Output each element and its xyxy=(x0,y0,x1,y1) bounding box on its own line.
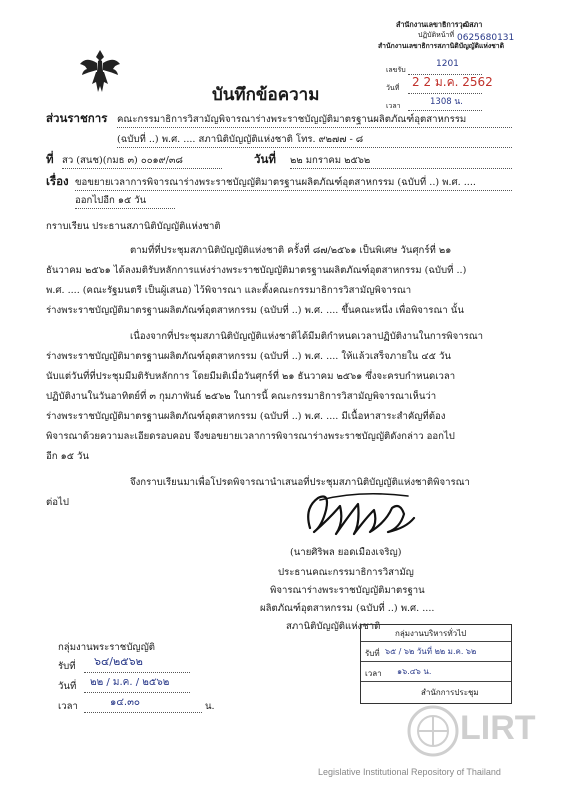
right-stamp-rule-2 xyxy=(361,661,511,662)
left-stamp-recv-label: รับที่ xyxy=(58,661,76,672)
receiving-stamp-org3: สำนักงานเลขาธิการสภานิติบัญญัติแห่งชาติ xyxy=(378,42,505,50)
right-stamp-group: กลุ่มงานบริหารทั่วไป xyxy=(395,629,467,638)
paragraph1-line: ร่างพระราชบัญญัติมาตรฐานผลิตภัณฑ์อุตสาหกรรม (ฉบับที่ ..) พ.ศ. .... ขึ้นคณะหนึ่ง เพื่อพิจารณา นั้น xyxy=(46,305,464,316)
paragraph3-line: จึงกราบเรียนมาเพื่อโปรดพิจารณานำเสนอที่ประชุมสภานิติบัญญัติแห่งชาติพิจารณา xyxy=(130,477,470,488)
agency-line1: คณะกรรมาธิการวิสามัญพิจารณาร่างพระราชบัญญัติมาตรฐานผลิตภัณฑ์อุตสาหกรรม xyxy=(117,114,467,125)
left-stamp-time-suffix: น. xyxy=(205,701,215,712)
garuda-emblem xyxy=(78,48,122,94)
left-stamp-date-rule xyxy=(84,692,190,693)
date-label: วันที่ xyxy=(254,152,276,166)
subject-line2: ออกไปอีก ๑๕ วัน xyxy=(75,195,147,206)
lirt-watermark-acronym: LIRT xyxy=(460,709,536,747)
receiving-stamp xyxy=(362,18,532,114)
right-stamp-rule-1 xyxy=(361,641,511,642)
salutation: กราบเรียน ประธานสภานิติบัญญัติแห่งชาติ xyxy=(46,221,221,232)
paragraph1-line: พ.ศ. .... (คณะรัฐมนตรี เป็นผู้เสนอ) ไว้พิจารณา และตั้งคณะกรรมาธิการวิสามัญพิจารณา xyxy=(46,285,412,296)
receiving-stamp-date-label: วันที่ xyxy=(386,84,400,92)
left-stamp-time-rule xyxy=(84,712,202,713)
paragraph2-line: อีก ๑๕ วัน xyxy=(46,451,89,462)
right-stamp xyxy=(360,624,512,704)
right-stamp-time-value: ๑๖.๔๖ น. xyxy=(397,667,432,676)
right-stamp-office: สำนักการประชุม xyxy=(421,688,479,697)
date-value: ๒๒ มกราคม ๒๕๖๒ xyxy=(290,155,371,166)
paragraph2-line: ปฏิบัติงานในวันอาทิตย์ที่ ๓ กุมภาพันธ์ ๒๕๖๒ ในการนี้ คณะกรรมาธิการวิสามัญพิจารณาเห็นว่า xyxy=(46,391,437,402)
subject-line1: ขอขยายเวลาการพิจารณาร่างพระราชบัญญัติมาตรฐานผลิตภัณฑ์อุตสาหกรรม (ฉบับที่ ..) พ.ศ. .... xyxy=(75,177,476,188)
receiving-stamp-phone: 0625680131 xyxy=(457,33,515,43)
receiving-stamp-org2: ปฏิบัติหน้าที่ xyxy=(418,31,455,39)
left-stamp-time-value: ๑๔.๓๐ xyxy=(110,697,141,708)
right-stamp-recv-label: รับที่ xyxy=(365,649,380,658)
handwritten-signature xyxy=(300,488,420,542)
paragraph2-line: นับแต่วันที่ที่ประชุมมีมติรับหลักการ โดยมีมติเมื่อวันศุกร์ที่ ๒๑ ธันวาคม ๒๕๖๑ ซึ่งจะครบกำหนดเวลา xyxy=(46,371,456,382)
paragraph1-line: ธันวาคม ๒๕๖๑ ได้ลงมติรับหลักการแห่งร่างพระราชบัญญัติมาตรฐานผลิตภัณฑ์อุตสาหกรรม (ฉบับที่ ..) xyxy=(46,265,467,276)
agency-label: ส่วนราชการ xyxy=(46,111,108,125)
lirt-watermark-logo xyxy=(400,698,550,770)
ref-rule xyxy=(62,168,222,169)
lirt-watermark-caption: Legislative Institutional Repository of Thailand xyxy=(318,767,501,777)
agency-line2: (ฉบับที่ ..) พ.ศ. .... สภานิติบัญญัติแห่งชาติ โทร. ๙๒๗๗ - ๘ xyxy=(117,134,364,145)
ref-label: ที่ xyxy=(46,152,54,166)
signatory-title: พิจารณาร่างพระราชบัญญัติมาตรฐาน xyxy=(270,585,425,596)
left-stamp-recv-rule xyxy=(84,672,190,673)
subject-line1-rule xyxy=(75,190,512,191)
left-stamp-date-label: วันที่ xyxy=(58,681,77,692)
receiving-stamp-org: สำนักงานเลขาธิการวุฒิสภา xyxy=(396,20,483,29)
signatory-title: ประธานคณะกรรมาธิการวิสามัญ xyxy=(278,567,414,578)
receiving-stamp-time-line xyxy=(408,110,482,111)
subject-label: เรื่อง xyxy=(46,174,69,188)
paragraph1-line: ตามที่ที่ประชุมสภานิติบัญญัติแห่งชาติ ครั้งที่ ๘๗/๒๕๖๑ เป็นพิเศษ วันศุกร์ที่ ๒๑ xyxy=(130,245,452,256)
agency-line1-rule xyxy=(117,127,512,128)
ref-value: สว (สนช)(กมธ ๓) ๐๐๑๙/๓๘ xyxy=(62,155,183,166)
memo-title: บันทึกข้อความ xyxy=(212,85,320,105)
paragraph2-line: ร่างพระราชบัญญัติมาตรฐานผลิตภัณฑ์อุตสาหกรรม (ฉบับที่ ..) พ.ศ. .... ให้แล้วเสร็จภายใน ๔๕ วัน xyxy=(46,351,451,362)
left-stamp-recv-value: ๖๔/๒๕๖๒ xyxy=(94,655,143,668)
paragraph2-line: เนื่องจากที่ประชุมสภานิติบัญญัติแห่งชาติได้มีมติกำหนดเวลาปฏิบัติงานในการพิจารณา xyxy=(130,331,484,342)
paragraph2-line: ร่างพระราชบัญญัติมาตรฐานผลิตภัณฑ์อุตสาหกรรม (ฉบับที่ ..) พ.ศ. .... มีเนื้อหาสาระสำคัญที่ต้อง xyxy=(46,411,446,422)
subject-line2-rule xyxy=(75,208,175,209)
date-rule xyxy=(290,168,512,169)
left-stamp-time-label: เวลา xyxy=(58,701,78,712)
right-stamp-recv-value: ๖๕ / ๖๒ วันที่ ๒๒ ม.ค. ๖๒ xyxy=(385,647,477,656)
paragraph3-line: ต่อไป xyxy=(46,497,69,508)
receiving-stamp-recv-label: เลขรับ xyxy=(386,66,406,74)
left-stamp-group: กลุ่มงานพระราชบัญญัติ xyxy=(58,642,155,653)
signatory-name: (นายศิริพล ยอดเมืองเจริญ) xyxy=(290,547,402,558)
receiving-stamp-time-value: 1308 น. xyxy=(430,97,463,107)
right-stamp-rule-3 xyxy=(361,681,511,682)
receiving-stamp-date-line xyxy=(408,93,482,94)
receiving-stamp-time-label: เวลา xyxy=(386,102,401,110)
signatory-title: ผลิตภัณฑ์อุตสาหกรรม (ฉบับที่ ..) พ.ศ. .... xyxy=(260,603,435,614)
agency-line2-rule xyxy=(117,147,512,148)
right-stamp-time-label: เวลา xyxy=(365,669,382,678)
left-stamp-date-value: ๒๒ / ม.ค. / ๒๕๖๒ xyxy=(90,677,170,688)
paragraph2-line: พิจารณาด้วยความละเอียดรอบคอบ จึงขอขยายเวลาการพิจารณาร่างพระราชบัญญัติดังกล่าว ออกไป xyxy=(46,431,455,442)
signatory-title: สภานิติบัญญัติแห่งชาติ xyxy=(286,621,381,632)
receiving-stamp-recv-no: 1201 xyxy=(436,59,459,69)
receiving-stamp-date-value: 2 2 ม.ค. 2562 xyxy=(412,75,493,89)
